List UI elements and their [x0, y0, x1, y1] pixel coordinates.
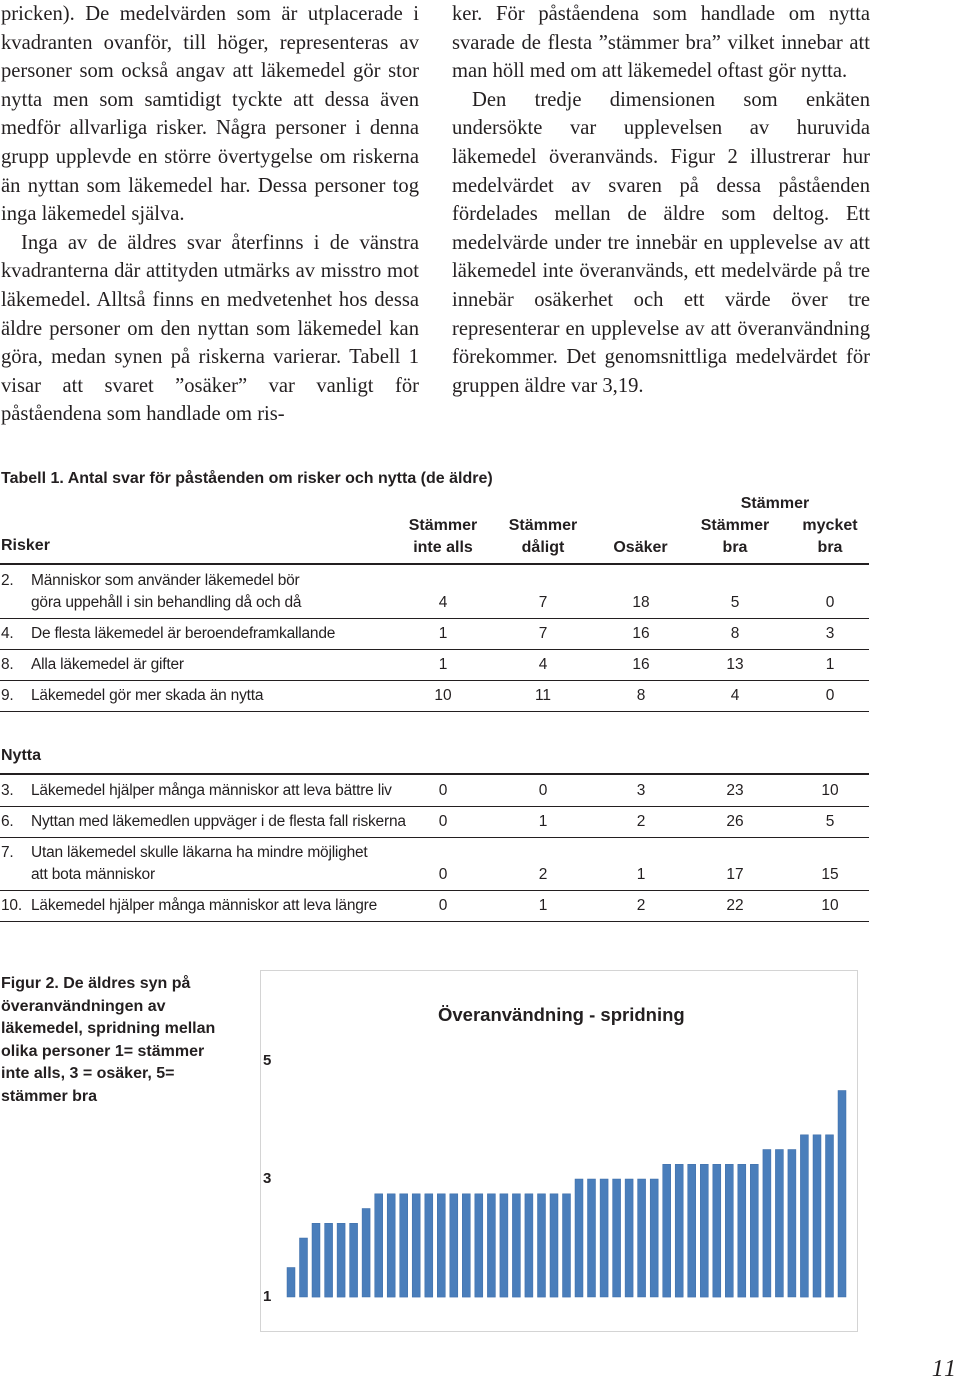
bar-23 [563, 1194, 571, 1297]
cell-value: 1 [825, 656, 835, 673]
bar-44 [826, 1135, 834, 1297]
page-number: 11 [931, 1356, 958, 1382]
bar-3 [312, 1223, 320, 1297]
col-header-4-line1: Stämmer [700, 517, 770, 534]
bar-43 [813, 1135, 821, 1297]
row-number: 2. [1, 572, 14, 589]
bar-12 [425, 1194, 433, 1297]
cell-value: 1 [438, 656, 448, 673]
section-label-risker: Risker [1, 537, 50, 554]
bar-11 [412, 1194, 420, 1297]
right-paragraph-2: Den tredje dimensionen som enkäten undersökte var upplevelsen av huruvida läkemedel överanvänds. Figur 2 illustrerar hur medelvärdet av svaren på dessa påståenden fördelades mellan de äldre som deltog. Ett medelvärde under tre innebär en upplevelse av att läkemedel inte överanvänds, ett medelvärde på tre innebär osäkerhet och ett värde över tre representerar en upplevelse av att överanvändning förekommer. Det genomsnittliga medelvärdet för gruppen äldre var 3,19. [452, 88, 870, 397]
col-header-3: Osäker [613, 539, 668, 556]
bar-45 [838, 1091, 846, 1298]
col-header-5-line3: bra [817, 539, 843, 556]
row-number: 6. [1, 813, 14, 830]
row-statement: Alla läkemedel är gifter [31, 656, 184, 673]
col-header-4-line2: bra [722, 539, 748, 556]
row-statement-line2: göra uppehåll i sin behandling då och då [31, 594, 302, 611]
bar-16 [475, 1194, 483, 1297]
cell-value: 26 [726, 813, 744, 830]
row-statement: Utan läkemedel skulle läkarna ha mindre möjlighet [31, 844, 368, 861]
row-statement: Människor som använder läkemedel bör [31, 572, 300, 589]
bar-40 [775, 1150, 783, 1298]
cell-value: 1 [538, 897, 548, 914]
cell-value: 4 [538, 656, 548, 673]
bar-37 [738, 1164, 746, 1297]
col-header-5-line1: Stämmer [740, 495, 810, 512]
row-number: 7. [1, 844, 14, 861]
cell-value: 2 [636, 897, 646, 914]
bar-22 [550, 1194, 558, 1297]
row-number: 4. [1, 625, 14, 642]
bar-14 [450, 1194, 458, 1297]
bar-28 [625, 1179, 633, 1297]
cell-value: 10 [821, 897, 839, 914]
row-number: 3. [1, 782, 14, 799]
cell-value: 7 [538, 594, 548, 611]
row-statement: Nyttan med läkemedlen uppväger i de flesta fall riskerna [31, 813, 406, 830]
cell-value: 7 [538, 625, 548, 642]
bar-34 [700, 1164, 708, 1297]
right-paragraph-1: ker. För påståendena som handlade om nytta svarade de flesta ”stämmer bra” vilket innebar att man höll med om att läkemedel oftast gör nytta. [452, 3, 870, 83]
left-paragraph-2: Inga av de äldres svar återfinns i de vänstra kvadranterna där attityden utmärks av misstro mot läkemedel. Alltså finns en medvetenhet hos dessa äldre personer om den nyttan som läkemedel kan göra, medan synen på riskerna varierar. Tabell 1 visar att svaret ”osäker” var vanligt för påståendena som handlade om ris- [1, 231, 419, 426]
row-number: 9. [1, 687, 14, 704]
cell-value: 3 [825, 625, 835, 642]
cell-value: 23 [726, 782, 744, 799]
bar-7 [362, 1209, 370, 1298]
bar-8 [375, 1194, 383, 1297]
bar-29 [638, 1179, 646, 1297]
bar-38 [750, 1164, 758, 1297]
cell-value: 13 [726, 656, 744, 673]
row-number: 8. [1, 656, 14, 673]
cell-value: 0 [825, 594, 835, 611]
row-number: 10. [1, 897, 22, 914]
section-label-nytta: Nytta [1, 747, 42, 764]
bar-10 [400, 1194, 408, 1297]
bar-5 [337, 1223, 345, 1297]
cell-value: 0 [438, 866, 448, 883]
cell-value: 0 [538, 782, 548, 799]
bar-6 [350, 1223, 358, 1297]
cell-value: 3 [636, 782, 646, 799]
bar-33 [688, 1164, 696, 1297]
row-statement: De flesta läkemedel är beroendeframkallande [31, 625, 336, 642]
bar-9 [387, 1194, 395, 1297]
row-statement: Läkemedel hjälper många människor att leva längre [31, 897, 378, 914]
bar-32 [675, 1164, 683, 1297]
y-tick-label-5: 5 [263, 1052, 272, 1069]
bar-39 [763, 1150, 771, 1298]
cell-value: 0 [438, 897, 448, 914]
cell-value: 1 [438, 625, 448, 642]
cell-value: 16 [632, 656, 650, 673]
cell-value: 5 [825, 813, 835, 830]
bar-18 [500, 1194, 508, 1297]
bar-19 [512, 1194, 520, 1297]
bar-24 [575, 1179, 583, 1297]
cell-value: 8 [730, 625, 740, 642]
col-header-1-line2: inte alls [413, 539, 473, 556]
bar-2 [300, 1238, 308, 1297]
cell-value: 4 [730, 687, 740, 704]
col-header-2-line1: Stämmer [508, 517, 578, 534]
bar-41 [788, 1150, 796, 1298]
row-statement: Läkemedel gör mer skada än nytta [31, 687, 264, 704]
cell-value: 10 [434, 687, 452, 704]
cell-value: 0 [438, 782, 448, 799]
cell-value: 4 [438, 594, 448, 611]
bar-13 [437, 1194, 445, 1297]
figure-caption: Figur 2. De äldres syn på överanvändningen av läkemedel, spridning mellan olika personer 1= stämmer inte alls, 3 = osäker, 5= stämmer bra [1, 975, 216, 1105]
cell-value: 0 [438, 813, 448, 830]
cell-value: 16 [632, 625, 650, 642]
cell-value: 18 [632, 594, 650, 611]
bar-20 [525, 1194, 533, 1297]
bar-1 [287, 1268, 295, 1298]
col-header-2-line2: dåligt [521, 539, 565, 556]
chart-title: Överanvändning - spridning [438, 1004, 685, 1025]
cell-value: 10 [821, 782, 839, 799]
cell-value: 0 [825, 687, 835, 704]
row-statement-line2: att bota människor [31, 866, 155, 883]
row-statement: Läkemedel hjälper många människor att leva bättre liv [31, 782, 392, 799]
cell-value: 17 [726, 866, 744, 883]
bar-4 [325, 1223, 333, 1297]
left-paragraph-1: pricken). De medelvärden som är utplacerade i kvadranten ovanför, till höger, representeras av personer som också angav att läkemedel gör stor nytta men som samtidigt tyckte att dessa även medför allvarliga risker. Några personer i denna grupp upplevde en större övertygelse om riskerna än nyttan som läkemedel har. Dessa personer tog inga läkemedel själva. [1, 3, 419, 226]
cell-value: 5 [730, 594, 740, 611]
bar-15 [462, 1194, 470, 1297]
bar-17 [487, 1194, 495, 1297]
cell-value: 1 [538, 813, 548, 830]
cell-value: 1 [636, 866, 646, 883]
bar-42 [800, 1135, 808, 1297]
cell-value: 2 [538, 866, 548, 883]
table-title: Tabell 1. Antal svar för påståenden om risker och nytta (de äldre) [1, 470, 493, 487]
cell-value: 11 [534, 687, 552, 704]
bar-31 [663, 1164, 671, 1297]
bar-21 [538, 1194, 546, 1297]
bar-25 [588, 1179, 596, 1297]
bar-30 [650, 1179, 658, 1297]
cell-value: 22 [726, 897, 744, 914]
col-header-5-line2: mycket [802, 517, 858, 534]
y-tick-label-3: 3 [263, 1170, 272, 1187]
col-header-1-line1: Stämmer [408, 517, 478, 534]
cell-value: 15 [821, 866, 839, 883]
bar-35 [713, 1164, 721, 1297]
cell-value: 8 [636, 687, 646, 704]
bar-27 [613, 1179, 621, 1297]
bar-26 [600, 1179, 608, 1297]
bar-36 [725, 1164, 733, 1297]
y-tick-label-1: 1 [263, 1288, 272, 1305]
cell-value: 2 [636, 813, 646, 830]
